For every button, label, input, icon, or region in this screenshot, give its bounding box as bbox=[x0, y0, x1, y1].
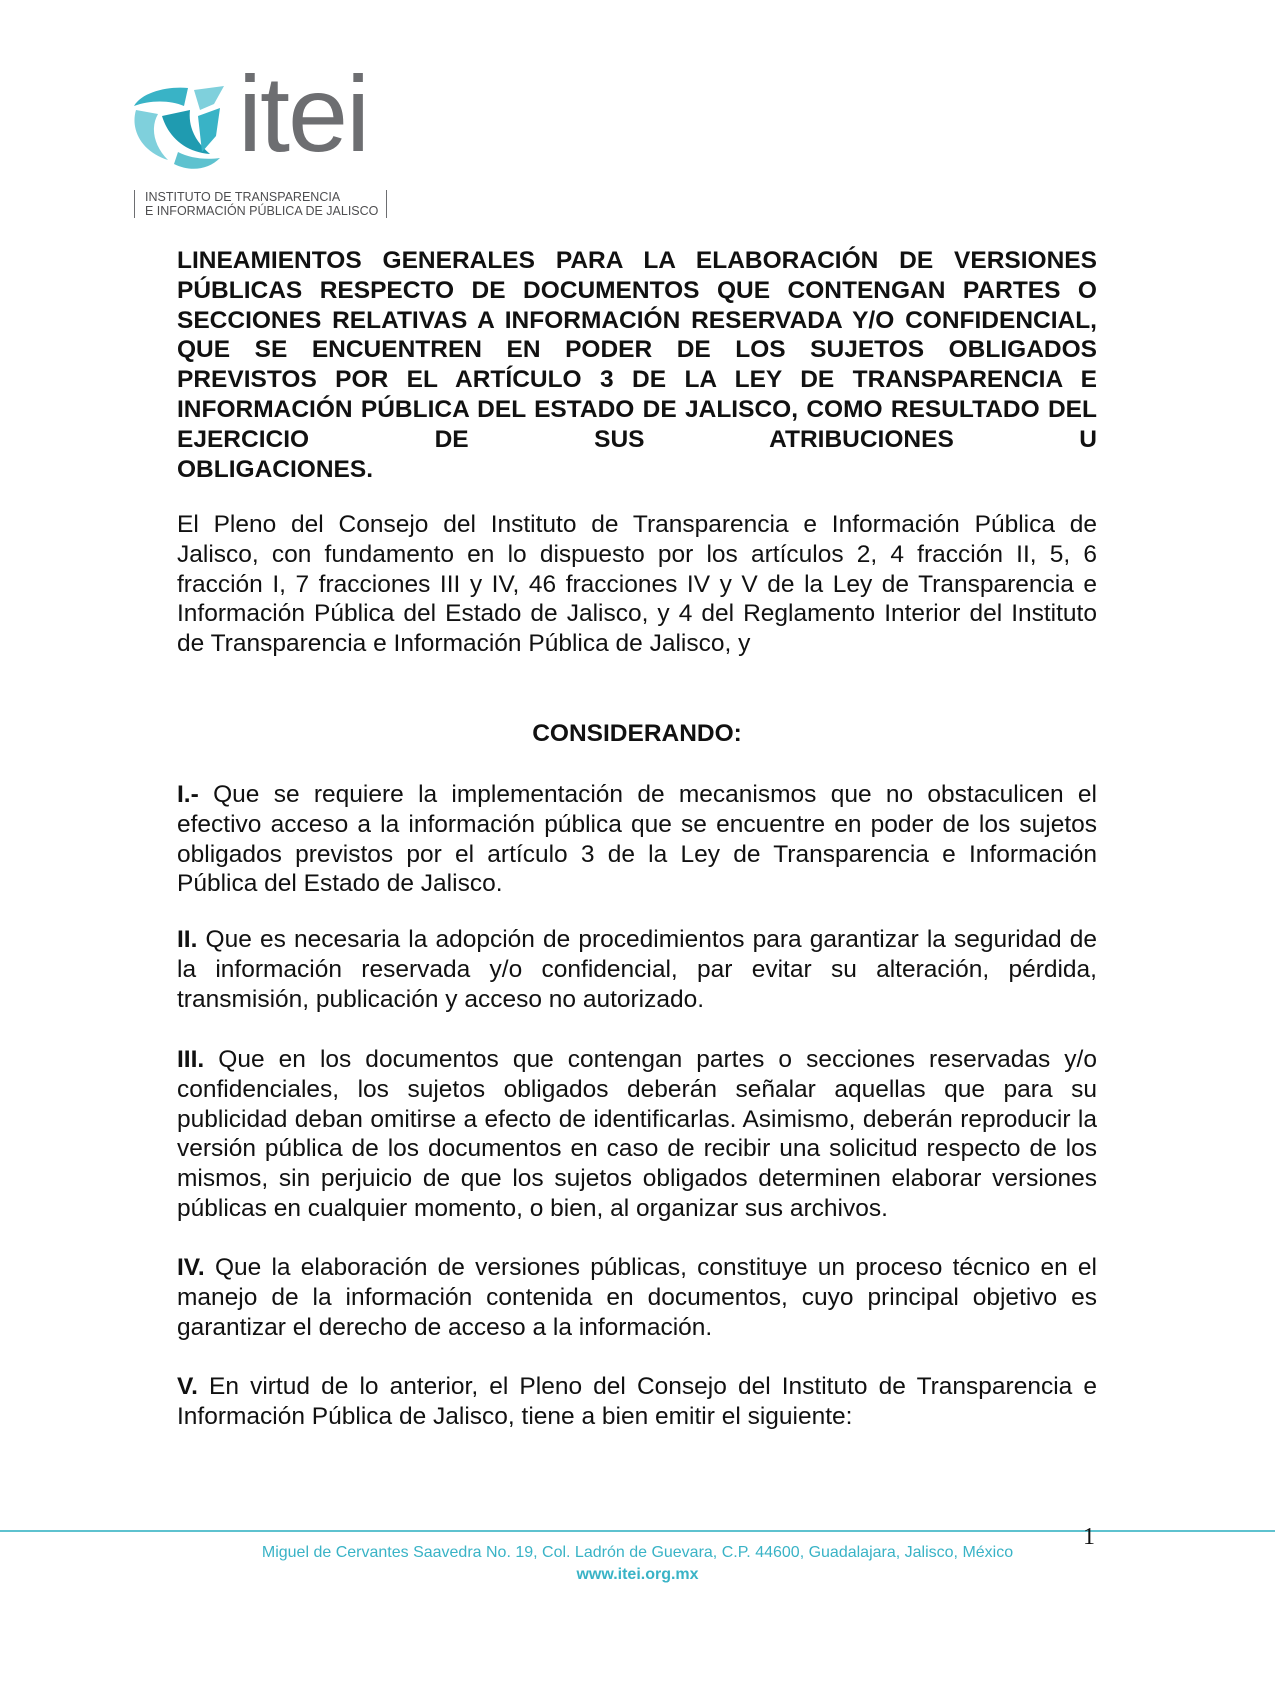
item-text: Que se requiere la implementación de mecanismos que no obstaculicen el efectivo acceso a la información pública que se encuentre en poder de los sujetos obligados previstos por el artículo 3 de la Ley de Transparencia e Información Pública del Estado de Jalisco. bbox=[177, 781, 1097, 898]
considerando-item-3 bbox=[177, 1045, 1097, 1224]
considerando-item-5 bbox=[177, 1372, 1097, 1432]
itei-emblem-icon bbox=[128, 80, 238, 180]
itei-logo bbox=[128, 53, 418, 220]
item-text: Que la elaboración de versiones públicas, constituye un proceso técnico en el manejo de la información contenida en documentos, cuyo principal objetivo es garantizar el derecho de acceso a la información. bbox=[177, 1254, 1097, 1341]
item-text: Que es necesaria la adopción de procedimientos para garantizar la seguridad de la información reservada y/o confidencial, par evitar su alteración, pérdida, transmisión, publicación y acceso no autorizado. bbox=[177, 926, 1097, 1013]
document-title-last: OBLIGACIONES. bbox=[177, 455, 374, 483]
considerando-item-2 bbox=[177, 925, 1097, 1014]
considerando-item-4 bbox=[177, 1253, 1097, 1342]
item-number: II. bbox=[177, 926, 198, 953]
logo-subtitle bbox=[134, 190, 387, 218]
footer-address: Miguel de Cervantes Saavedra No. 19, Col. Ladrón de Guevara, C.P. 44600, Guadalajara, Jalisco, México bbox=[261, 1544, 1014, 1561]
item-number: III. bbox=[177, 1046, 205, 1073]
item-number: IV. bbox=[177, 1254, 205, 1281]
item-number: I.- bbox=[177, 781, 199, 808]
logo-subtitle-line-1: INSTITUTO DE TRANSPARENCIA bbox=[145, 190, 341, 204]
item-text: Que en los documentos que contengan partes o secciones reservadas y/o confidenciales, los sujetos obligados deberán señalar aquellas que para su publicidad deban omitirse a efecto de identificarlas. Asimismo, deberán reproducir la versión pública de los documentos en caso de recibir una solicitud respecto de los mismos, sin perjuicio de que los sujetos obligados determinen elaborar versiones públicas en cualquier momento, o bien, al organizar sus archivos. bbox=[177, 1046, 1097, 1222]
intro-paragraph: El Pleno del Consejo del Instituto de Transparencia e Información Pública de Jalisco, con fundamento en lo dispuesto por los artículos 2, 4 fracción II, 5, 6 fracción I, 7 fracciones III y IV, 46 fracciones IV y V de la Ley de Transparencia e Información Pública del Estado de Jalisco, y 4 del Reglamento Interior del Instituto de Transparencia e Información Pública de Jalisco, y bbox=[177, 511, 1097, 658]
page-number: 1 bbox=[1083, 1524, 1095, 1550]
considerando-heading: CONSIDERANDO: bbox=[532, 720, 742, 747]
document-title-main: LINEAMIENTOS GENERALES PARA LA ELABORACIÓN DE VERSIONES PÚBLICAS RESPECTO DE DOCUMENTOS QUE CONTENGAN PARTES O SECCIONES RELATIVAS A INFORMACIÓN RESERVADA Y/O CONFIDENCIAL, QUE SE ENCUENTREN EN PODER DE LOS SUJETOS OBLIGADOS PREVISTOS POR EL ARTÍCULO 3 DE LA LEY DE TRANSPARENCIA E INFORMACIÓN PÚBLICA DEL ESTADO DE JALISCO, COMO RESULTADO DEL EJERCICIO DE SUS ATRIBUCIONES U bbox=[177, 247, 1097, 453]
item-text: En virtud de lo anterior, el Pleno del Consejo del Instituto de Transparencia e Información Pública de Jalisco, tiene a bien emitir el siguiente: bbox=[177, 1373, 1097, 1430]
logo-subtitle-line-2: E INFORMACIÓN PÚBLICA DE JALISCO bbox=[145, 204, 379, 218]
item-number: V. bbox=[177, 1373, 198, 1400]
considerando-item-1 bbox=[177, 780, 1097, 899]
footer-website-link[interactable]: www.itei.org.mx bbox=[576, 1566, 699, 1583]
document-title bbox=[177, 246, 1097, 484]
logo-wordmark: itei bbox=[238, 53, 369, 174]
